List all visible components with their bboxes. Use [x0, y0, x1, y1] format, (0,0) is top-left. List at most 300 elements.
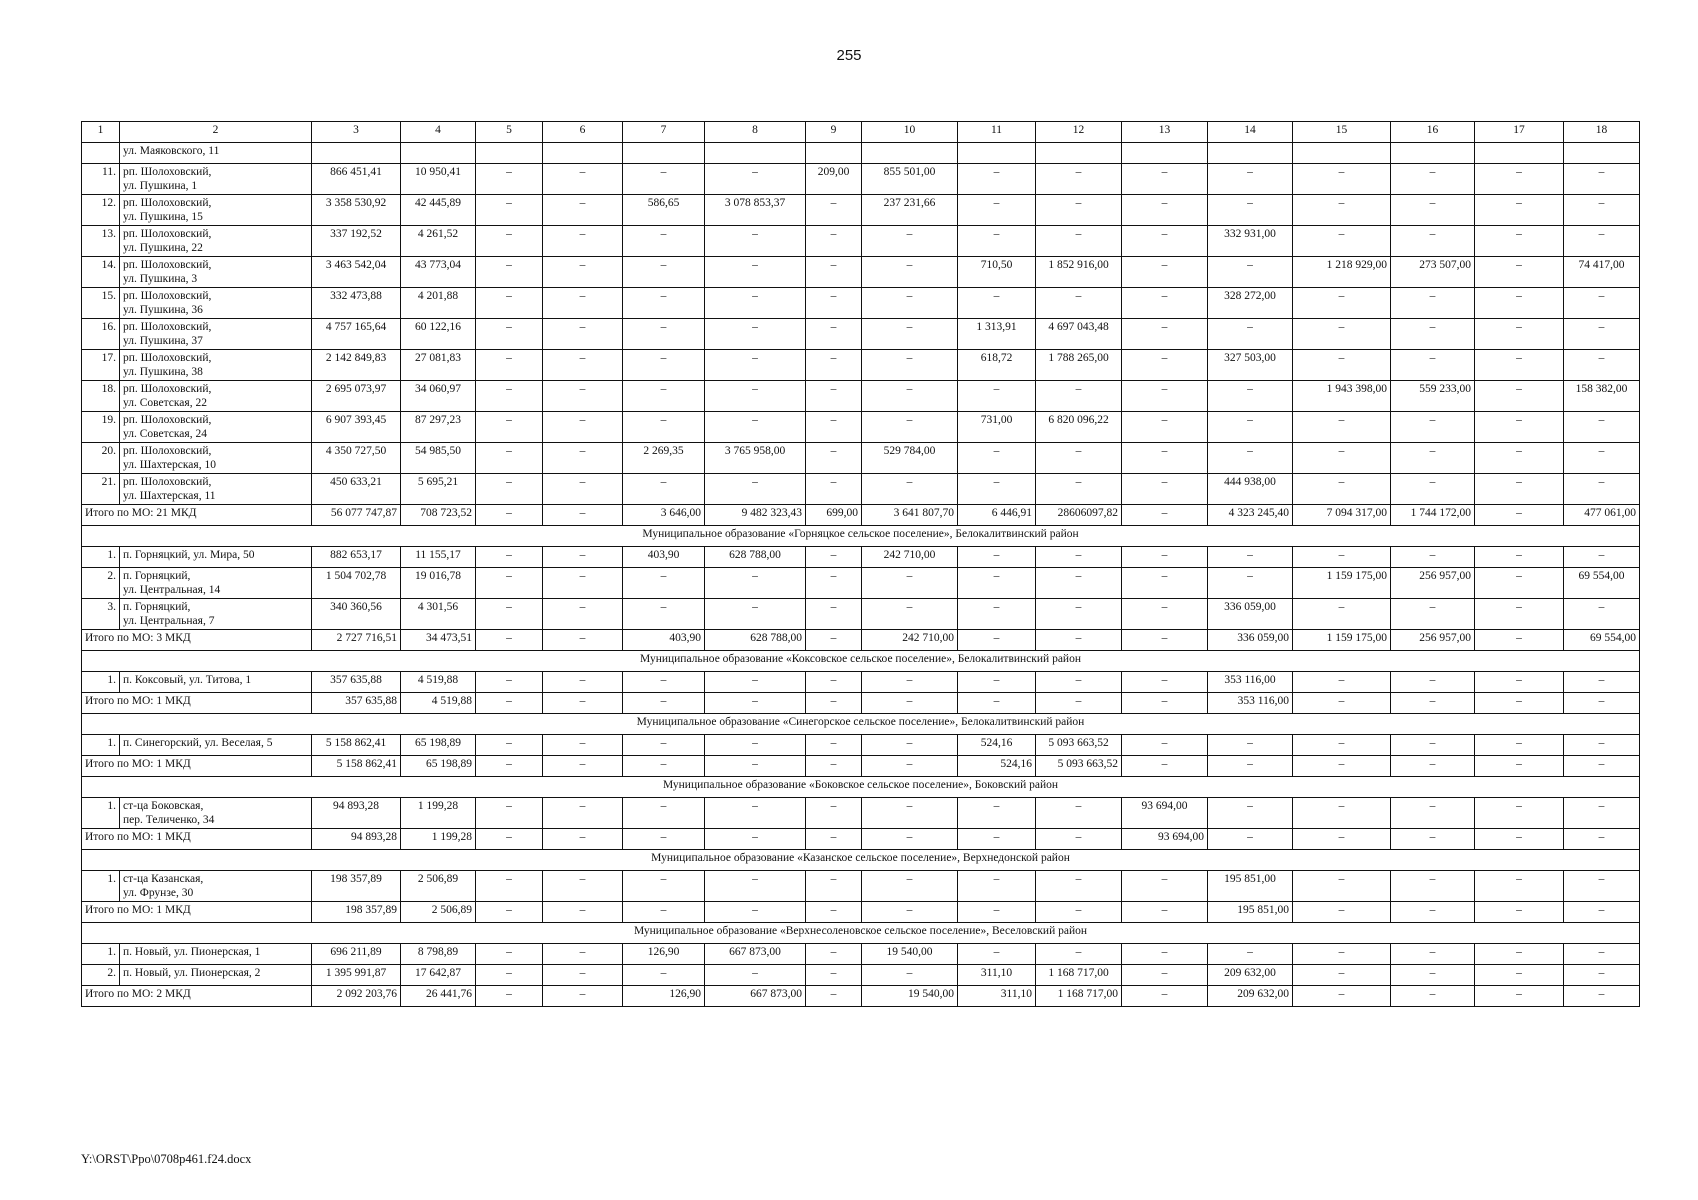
value-cell: –: [1293, 319, 1391, 350]
column-header: 9: [806, 122, 862, 143]
address-line: ул. Пушкина, 38: [123, 366, 203, 378]
total-value-cell: –: [1208, 756, 1293, 777]
value-cell: –: [958, 547, 1036, 568]
value-cell: –: [1475, 965, 1564, 986]
value-cell: 209,00: [806, 164, 862, 195]
value-cell: –: [1475, 944, 1564, 965]
value-cell: 731,00: [958, 412, 1036, 443]
value-cell: –: [1122, 965, 1208, 986]
value-cell: –: [862, 319, 958, 350]
total-value-cell: 524,16: [958, 756, 1036, 777]
value-cell: 5 695,21: [401, 474, 476, 505]
value-cell: –: [1564, 735, 1640, 756]
address-line: рп. Шолоховский,: [123, 290, 212, 302]
value-cell: 328 272,00: [1208, 288, 1293, 319]
value-cell: 3 463 542,04: [312, 257, 401, 288]
section-header-row: [82, 923, 1640, 944]
address-line: рп. Шолоховский,: [123, 166, 212, 178]
total-value-cell: –: [1391, 986, 1475, 1007]
value-cell: –: [1475, 288, 1564, 319]
value-cell: –: [1475, 798, 1564, 829]
total-value-cell: –: [705, 829, 806, 850]
section-header-row: [82, 714, 1640, 735]
value-cell: –: [1564, 288, 1640, 319]
value-cell: –: [543, 965, 623, 986]
value-cell: –: [1036, 798, 1122, 829]
value-cell: 2 269,35: [623, 443, 705, 474]
total-value-cell: 19 540,00: [862, 986, 958, 1007]
total-value-cell: 65 198,89: [401, 756, 476, 777]
value-cell: –: [705, 474, 806, 505]
value-cell: 195 851,00: [1208, 871, 1293, 902]
value-cell: 336 059,00: [1208, 599, 1293, 630]
total-row: [82, 986, 1640, 1007]
value-cell: 1 199,28: [401, 798, 476, 829]
value-cell: –: [1564, 319, 1640, 350]
total-value-cell: –: [705, 693, 806, 714]
row-number-cell: 2.: [82, 965, 120, 986]
column-header: 13: [1122, 122, 1208, 143]
column-header: 17: [1475, 122, 1564, 143]
value-cell: 1 159 175,00: [1293, 568, 1391, 599]
address-cell: [120, 143, 312, 164]
total-value-cell: –: [1036, 829, 1122, 850]
value-cell: –: [543, 672, 623, 693]
address-line: ул. Шахтерская, 10: [123, 459, 216, 471]
value-cell: –: [543, 599, 623, 630]
row-number-cell: 13.: [82, 226, 120, 257]
table-row: [82, 798, 1640, 829]
value-cell: –: [862, 568, 958, 599]
total-row: [82, 756, 1640, 777]
address-cell: [120, 288, 312, 319]
value-cell: –: [476, 965, 543, 986]
address-line: ул. Маяковского, 11: [123, 145, 220, 157]
value-cell: –: [1293, 195, 1391, 226]
total-value-cell: –: [543, 829, 623, 850]
value-cell: –: [1391, 474, 1475, 505]
value-cell: 524,16: [958, 735, 1036, 756]
value-cell: –: [705, 965, 806, 986]
value-cell: –: [543, 350, 623, 381]
value-cell: 1 395 991,87: [312, 965, 401, 986]
total-value-cell: –: [806, 902, 862, 923]
value-cell: 273 507,00: [1391, 257, 1475, 288]
value-cell: 60 122,16: [401, 319, 476, 350]
value-cell: –: [623, 871, 705, 902]
total-value-cell: –: [543, 630, 623, 651]
section-header-row: [82, 526, 1640, 547]
value-cell: –: [543, 381, 623, 412]
value-cell: [1122, 143, 1208, 164]
row-number-cell: 1.: [82, 944, 120, 965]
value-cell: 696 211,89: [312, 944, 401, 965]
row-number-cell: 1.: [82, 871, 120, 902]
value-cell: [401, 143, 476, 164]
value-cell: –: [1564, 672, 1640, 693]
value-cell: –: [476, 319, 543, 350]
value-cell: –: [1036, 474, 1122, 505]
value-cell: –: [1475, 547, 1564, 568]
total-value-cell: 403,90: [623, 630, 705, 651]
value-cell: –: [862, 735, 958, 756]
total-value-cell: –: [476, 756, 543, 777]
total-value-cell: –: [1293, 693, 1391, 714]
value-cell: –: [1564, 226, 1640, 257]
value-cell: –: [1293, 226, 1391, 257]
value-cell: –: [1208, 412, 1293, 443]
address-line: п. Синегорский, ул. Веселая, 5: [123, 737, 273, 749]
value-cell: –: [476, 944, 543, 965]
total-value-cell: –: [806, 630, 862, 651]
value-cell: –: [806, 226, 862, 257]
total-value-cell: –: [623, 902, 705, 923]
value-cell: –: [623, 164, 705, 195]
total-value-cell: 353 116,00: [1208, 693, 1293, 714]
value-cell: –: [1564, 871, 1640, 902]
address-line: ул. Фрунзе, 30: [123, 887, 194, 899]
total-value-cell: –: [806, 693, 862, 714]
value-cell: –: [1036, 547, 1122, 568]
total-row: [82, 630, 1640, 651]
value-cell: –: [1293, 288, 1391, 319]
total-value-cell: –: [623, 829, 705, 850]
address-line: ул. Пушкина, 1: [123, 180, 198, 192]
total-label: Итого по МО: 1 МКД: [82, 902, 312, 923]
table-row: [82, 443, 1640, 474]
table-row: [82, 965, 1640, 986]
value-cell: 6 820 096,22: [1036, 412, 1122, 443]
value-cell: –: [958, 568, 1036, 599]
total-value-cell: –: [958, 630, 1036, 651]
total-value-cell: –: [476, 505, 543, 526]
total-value-cell: 628 788,00: [705, 630, 806, 651]
total-value-cell: –: [1208, 829, 1293, 850]
value-cell: –: [1293, 944, 1391, 965]
section-header-row: [82, 777, 1640, 798]
value-cell: –: [806, 965, 862, 986]
value-cell: –: [806, 547, 862, 568]
table-row: [82, 195, 1640, 226]
value-cell: 337 192,52: [312, 226, 401, 257]
value-cell: 1 168 717,00: [1036, 965, 1122, 986]
section-title: Муниципальное образование «Коксовское сельское поселение», Белокалитвинский район: [82, 651, 1640, 672]
total-row: [82, 693, 1640, 714]
value-cell: 3 358 530,92: [312, 195, 401, 226]
total-value-cell: 5 158 862,41: [312, 756, 401, 777]
value-cell: –: [705, 257, 806, 288]
value-cell: 559 233,00: [1391, 381, 1475, 412]
value-cell: –: [476, 474, 543, 505]
value-cell: –: [476, 350, 543, 381]
value-cell: 1 313,91: [958, 319, 1036, 350]
value-cell: 8 798,89: [401, 944, 476, 965]
value-cell: –: [1391, 599, 1475, 630]
value-cell: –: [623, 381, 705, 412]
row-number-cell: 11.: [82, 164, 120, 195]
total-value-cell: 1 199,28: [401, 829, 476, 850]
value-cell: 1 218 929,00: [1293, 257, 1391, 288]
table-row: [82, 599, 1640, 630]
value-cell: 357 635,88: [312, 672, 401, 693]
value-cell: –: [1391, 443, 1475, 474]
value-cell: –: [476, 164, 543, 195]
total-value-cell: 336 059,00: [1208, 630, 1293, 651]
address-line: ул. Пушкина, 37: [123, 335, 203, 347]
value-cell: –: [705, 599, 806, 630]
total-value-cell: –: [476, 693, 543, 714]
value-cell: –: [1564, 412, 1640, 443]
value-cell: –: [1293, 474, 1391, 505]
value-cell: –: [1122, 672, 1208, 693]
value-cell: –: [543, 164, 623, 195]
total-value-cell: –: [543, 986, 623, 1007]
total-value-cell: –: [476, 630, 543, 651]
address-cell: [120, 257, 312, 288]
value-cell: [705, 143, 806, 164]
total-value-cell: 9 482 323,43: [705, 505, 806, 526]
file-path-footer: Y:\ORST\Ppo\0708p461.f24.docx: [81, 1152, 252, 1166]
total-value-cell: 56 077 747,87: [312, 505, 401, 526]
value-cell: –: [862, 798, 958, 829]
address-line: рп. Шолоховский,: [123, 321, 212, 333]
value-cell: –: [476, 412, 543, 443]
row-number-cell: 17.: [82, 350, 120, 381]
value-cell: –: [1208, 944, 1293, 965]
total-value-cell: –: [1293, 829, 1391, 850]
address-line: ул. Центральная, 7: [123, 615, 215, 627]
address-cell: [120, 164, 312, 195]
address-line: п. Горняцкий, ул. Мира, 50: [123, 549, 255, 561]
value-cell: –: [1122, 226, 1208, 257]
row-number-cell: 20.: [82, 443, 120, 474]
value-cell: –: [1293, 412, 1391, 443]
address-cell: [120, 381, 312, 412]
value-cell: –: [1208, 547, 1293, 568]
table-row: [82, 257, 1640, 288]
value-cell: 618,72: [958, 350, 1036, 381]
value-cell: 311,10: [958, 965, 1036, 986]
value-cell: 340 360,56: [312, 599, 401, 630]
value-cell: –: [1036, 195, 1122, 226]
total-value-cell: 256 957,00: [1391, 630, 1475, 651]
total-value-cell: –: [1564, 693, 1640, 714]
total-value-cell: 4 519,88: [401, 693, 476, 714]
total-value-cell: –: [806, 986, 862, 1007]
value-cell: –: [1391, 944, 1475, 965]
value-cell: –: [623, 412, 705, 443]
value-cell: –: [543, 871, 623, 902]
value-cell: –: [1293, 735, 1391, 756]
value-cell: –: [1564, 195, 1640, 226]
total-value-cell: –: [1036, 902, 1122, 923]
total-value-cell: 2 727 716,51: [312, 630, 401, 651]
value-cell: 256 957,00: [1391, 568, 1475, 599]
value-cell: –: [705, 319, 806, 350]
value-cell: –: [543, 288, 623, 319]
value-cell: 667 873,00: [705, 944, 806, 965]
value-cell: –: [806, 412, 862, 443]
value-cell: –: [705, 226, 806, 257]
value-cell: 126,90: [623, 944, 705, 965]
value-cell: [1293, 143, 1391, 164]
value-cell: –: [862, 965, 958, 986]
total-value-cell: –: [1475, 829, 1564, 850]
value-cell: –: [543, 195, 623, 226]
value-cell: 1 943 398,00: [1293, 381, 1391, 412]
total-value-cell: –: [958, 902, 1036, 923]
value-cell: –: [1564, 599, 1640, 630]
address-cell: [120, 599, 312, 630]
value-cell: –: [806, 798, 862, 829]
address-line: рп. Шолоховский,: [123, 414, 212, 426]
table-row: [82, 672, 1640, 693]
row-number-cell: 3.: [82, 599, 120, 630]
total-value-cell: –: [1122, 902, 1208, 923]
address-cell: [120, 944, 312, 965]
value-cell: 69 554,00: [1564, 568, 1640, 599]
row-number-cell: 14.: [82, 257, 120, 288]
value-cell: –: [1391, 288, 1475, 319]
value-cell: 3 765 958,00: [705, 443, 806, 474]
value-cell: 158 382,00: [1564, 381, 1640, 412]
value-cell: –: [476, 443, 543, 474]
total-value-cell: 311,10: [958, 986, 1036, 1007]
total-value-cell: –: [623, 756, 705, 777]
value-cell: –: [1391, 672, 1475, 693]
value-cell: –: [476, 871, 543, 902]
value-cell: [476, 143, 543, 164]
value-cell: –: [1475, 350, 1564, 381]
value-cell: –: [862, 871, 958, 902]
section-title: Муниципальное образование «Верхнесоленовское сельское поселение», Веселовский район: [82, 923, 1640, 944]
value-cell: –: [1293, 871, 1391, 902]
value-cell: –: [862, 381, 958, 412]
total-value-cell: –: [1564, 986, 1640, 1007]
table-row: [82, 319, 1640, 350]
value-cell: [543, 143, 623, 164]
total-value-cell: 3 641 807,70: [862, 505, 958, 526]
column-header: 6: [543, 122, 623, 143]
table-row: [82, 350, 1640, 381]
value-cell: –: [1036, 871, 1122, 902]
total-value-cell: 7 094 317,00: [1293, 505, 1391, 526]
value-cell: –: [1475, 474, 1564, 505]
value-cell: 19 016,78: [401, 568, 476, 599]
total-value-cell: –: [543, 505, 623, 526]
total-value-cell: –: [1122, 986, 1208, 1007]
value-cell: –: [1122, 412, 1208, 443]
value-cell: 237 231,66: [862, 195, 958, 226]
total-value-cell: –: [543, 902, 623, 923]
value-cell: –: [1208, 164, 1293, 195]
total-value-cell: 69 554,00: [1564, 630, 1640, 651]
value-cell: –: [1475, 412, 1564, 443]
value-cell: 2 695 073,97: [312, 381, 401, 412]
value-cell: –: [543, 443, 623, 474]
value-cell: –: [1564, 350, 1640, 381]
total-value-cell: –: [476, 986, 543, 1007]
value-cell: –: [1391, 226, 1475, 257]
value-cell: –: [1036, 381, 1122, 412]
total-value-cell: –: [1475, 505, 1564, 526]
value-cell: –: [1564, 164, 1640, 195]
column-header: 12: [1036, 122, 1122, 143]
column-header: 3: [312, 122, 401, 143]
total-value-cell: –: [1475, 693, 1564, 714]
row-number-cell: 1.: [82, 735, 120, 756]
address-line: ул. Центральная, 14: [123, 584, 221, 596]
value-cell: –: [623, 226, 705, 257]
total-value-cell: –: [1475, 902, 1564, 923]
value-cell: –: [543, 412, 623, 443]
value-cell: 10 950,41: [401, 164, 476, 195]
value-cell: –: [543, 319, 623, 350]
value-cell: –: [476, 599, 543, 630]
value-cell: –: [1122, 319, 1208, 350]
value-cell: –: [958, 944, 1036, 965]
value-cell: –: [1391, 164, 1475, 195]
value-cell: –: [705, 798, 806, 829]
value-cell: 4 261,52: [401, 226, 476, 257]
value-cell: –: [862, 288, 958, 319]
value-cell: –: [1122, 195, 1208, 226]
value-cell: –: [1475, 443, 1564, 474]
address-line: рп. Шолоховский,: [123, 476, 212, 488]
total-value-cell: –: [1564, 829, 1640, 850]
total-value-cell: –: [1122, 630, 1208, 651]
value-cell: –: [806, 735, 862, 756]
value-cell: –: [806, 599, 862, 630]
value-cell: –: [1293, 350, 1391, 381]
value-cell: –: [806, 319, 862, 350]
value-cell: 855 501,00: [862, 164, 958, 195]
value-cell: –: [1036, 672, 1122, 693]
total-value-cell: –: [1391, 829, 1475, 850]
total-value-cell: –: [1564, 902, 1640, 923]
value-cell: 866 451,41: [312, 164, 401, 195]
value-cell: 4 301,56: [401, 599, 476, 630]
page-number: 255: [836, 47, 862, 64]
address-cell: [120, 965, 312, 986]
value-cell: 4 697 043,48: [1036, 319, 1122, 350]
value-cell: 1 852 916,00: [1036, 257, 1122, 288]
total-value-cell: 242 710,00: [862, 630, 958, 651]
total-value-cell: –: [705, 756, 806, 777]
address-cell: [120, 735, 312, 756]
value-cell: –: [543, 257, 623, 288]
total-value-cell: 1 159 175,00: [1293, 630, 1391, 651]
address-cell: [120, 319, 312, 350]
value-cell: 6 907 393,45: [312, 412, 401, 443]
value-cell: –: [543, 944, 623, 965]
value-cell: –: [1293, 672, 1391, 693]
value-cell: –: [476, 195, 543, 226]
value-cell: –: [543, 226, 623, 257]
total-value-cell: 26 441,76: [401, 986, 476, 1007]
total-label: Итого по МО: 1 МКД: [82, 756, 312, 777]
value-cell: [958, 143, 1036, 164]
value-cell: –: [1122, 735, 1208, 756]
value-cell: 628 788,00: [705, 547, 806, 568]
total-value-cell: –: [1293, 986, 1391, 1007]
value-cell: –: [1208, 319, 1293, 350]
column-header: 7: [623, 122, 705, 143]
address-cell: [120, 474, 312, 505]
address-line: п. Горняцкий,: [123, 570, 191, 582]
total-value-cell: –: [806, 829, 862, 850]
value-cell: –: [705, 164, 806, 195]
